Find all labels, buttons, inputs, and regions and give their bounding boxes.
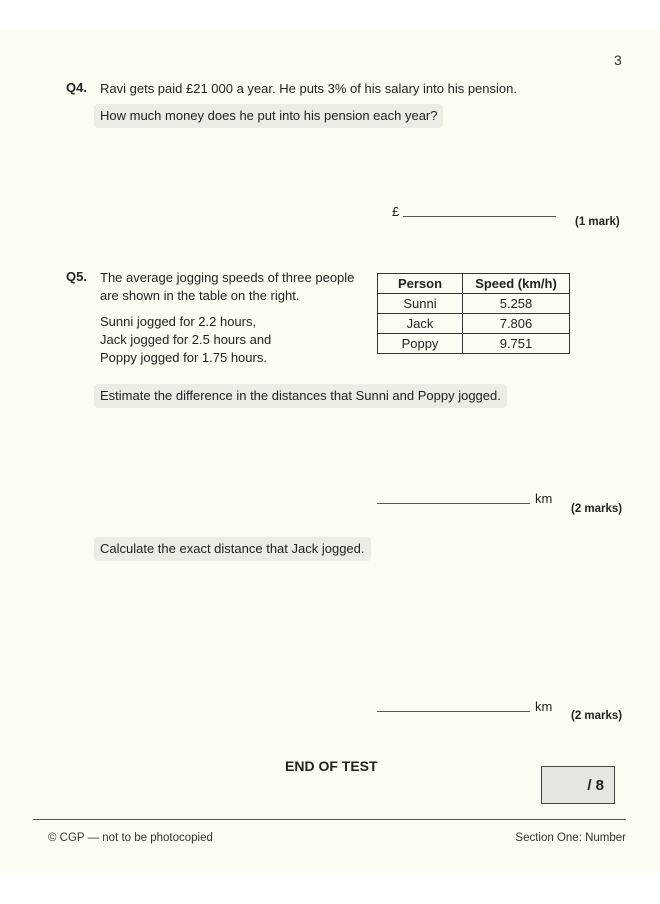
q4-marks: (1 mark) <box>575 216 620 228</box>
q4-prompt: How much money does he put into his pension each year? <box>94 104 443 128</box>
table-row <box>378 334 570 354</box>
table-cell-speed: 5.258 <box>463 294 570 314</box>
table-header-row <box>378 274 570 294</box>
table-cell-person: Poppy <box>378 334 463 354</box>
speed-table <box>377 273 570 354</box>
table-row <box>378 294 570 314</box>
q4-text: Ravi gets paid £21 000 a year. He puts 3% of his salary into his pension. <box>100 81 517 96</box>
table-cell-speed: 9.751 <box>463 334 570 354</box>
end-of-test-heading: END OF TEST <box>285 758 378 774</box>
table-row <box>378 314 570 334</box>
q5-part-b-prompt: Calculate the exact distance that Jack jogged. <box>94 537 371 561</box>
q4-answer-line[interactable] <box>403 216 556 217</box>
table-cell-person: Sunni <box>378 294 463 314</box>
footer-section: Section One: Number <box>515 832 626 844</box>
q5-detail-line-3: Poppy jogged for 1.75 hours. <box>100 350 267 365</box>
q5-part-b-unit: km <box>535 699 553 714</box>
table-cell-person: Jack <box>378 314 463 334</box>
footer-divider <box>33 819 626 820</box>
table-header-speed: Speed (km/h) <box>463 274 570 294</box>
q5-part-a-marks: (2 marks) <box>571 503 623 515</box>
q5-part-a-answer-line[interactable] <box>377 503 530 504</box>
q5-part-a-prompt: Estimate the difference in the distances that Sunni and Poppy jogged. <box>94 384 507 408</box>
q5-part-b-answer-line[interactable] <box>377 711 530 712</box>
q5-part-a-unit: km <box>535 491 553 506</box>
q5-details <box>100 313 271 367</box>
q4-currency-symbol: £ <box>392 204 400 219</box>
page-number: 3 <box>614 52 622 68</box>
worksheet-page <box>0 30 660 872</box>
table-cell-speed: 7.806 <box>463 314 570 334</box>
q5-part-b-marks: (2 marks) <box>571 710 623 722</box>
q5-intro <box>100 269 354 305</box>
q5-detail-line-1: Sunni jogged for 2.2 hours, <box>100 314 257 329</box>
q5-label: Q5. <box>66 269 87 284</box>
q5-detail-line-2: Jack jogged for 2.5 hours and <box>100 332 272 347</box>
q5-intro-line-1: The average jogging speeds of three people <box>100 270 355 285</box>
footer-copyright: © CGP — not to be photocopied <box>48 832 213 844</box>
table-header-person: Person <box>378 274 463 294</box>
score-box: / 8 <box>541 766 615 804</box>
q5-intro-line-2: are shown in the table on the right. <box>100 288 300 303</box>
q4-label: Q4. <box>66 80 87 95</box>
